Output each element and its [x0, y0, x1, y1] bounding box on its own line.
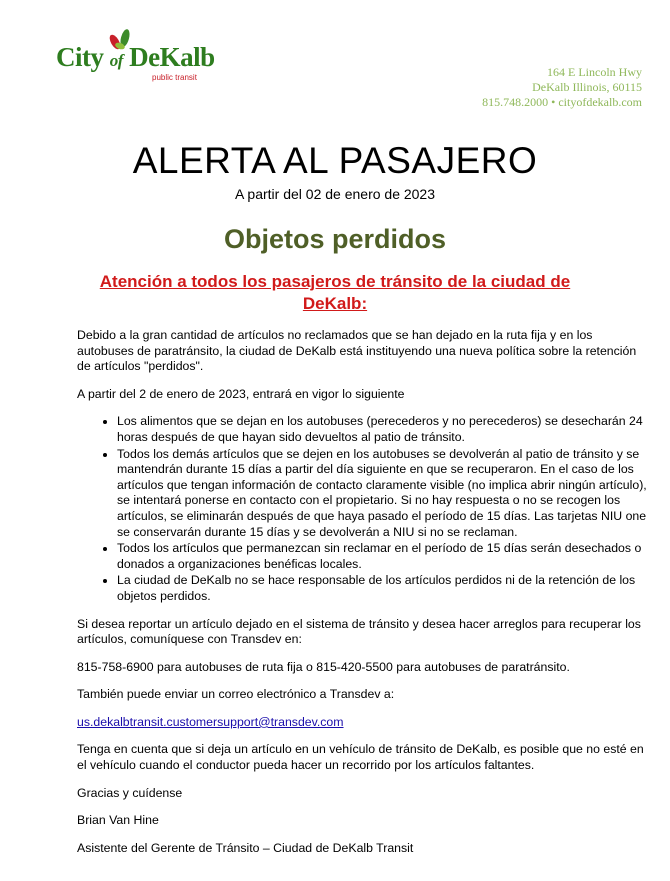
effective-date: A partir del 02 de enero de 2023 — [234, 186, 436, 202]
logo-wordmark: City of DeKalb — [56, 42, 215, 72]
signer-name: Brian Van Hine — [77, 813, 159, 828]
email-link[interactable]: us.dekalbtransit.customersupport@transdev.com — [77, 714, 344, 729]
effective-paragraph: A partir del 2 de enero de 2023, entrará en vigor lo siguiente — [77, 386, 405, 401]
address-block — [482, 65, 642, 110]
closing-line: Gracias y cuídense — [77, 785, 183, 800]
address-line: 815.748.2000 • cityofdekalb.com — [482, 95, 642, 109]
list-item: • Todos los demás artículos que se dejen en los autobuses se devolverán al patio de tránsito y se mantendrán durante 15 días a partir del día siguiente en que se recuperaron. En el caso de los artículos que tengan información de contacto claramente visible (no implica abrir ningún artículo), se intentará ponerse en contacto con el propietario. Si no hay respuesta o no se recogen los artículos, se eliminarán después de que haya pasado el período de 15 días. Las tarjetas NIU one se conservarán durante 15 días y se devolverán a NIU si no se reclaman. — [117, 447, 647, 541]
page-title: ALERTA AL PASAJERO — [132, 140, 538, 181]
page-subtitle: Objetos perdidos — [223, 224, 447, 254]
policy-list — [77, 414, 647, 604]
logo-subtitle: public transit — [152, 73, 197, 82]
address-line: DeKalb Illinois, 60115 — [532, 80, 642, 94]
email-intro-paragraph: También puede enviar un correo electrónico a Transdev a: — [77, 687, 395, 702]
list-item: • Todos los artículos que permanezcan sin reclamar en el período de 15 días serán desechados o donados a organizaciones benéficas locales. — [117, 541, 647, 572]
notice-body — [77, 328, 647, 868]
list-item: • La ciudad de DeKalb no se hace responsable de los artículos perdidos ni de la retención de los objetos perdidos. — [117, 573, 647, 604]
city-logo — [56, 28, 226, 88]
attention-heading: Atención a todos los pasajeros de tránsito de la ciudad de DeKalb: — [99, 272, 571, 313]
intro-paragraph: Debido a la gran cantidad de artículos no reclamados que se han dejado en la ruta fija y en los autobuses de paratránsito, la ciudad de DeKalb está instituyendo una nueva política sobre la retención de artículos "perdidos". — [77, 328, 637, 374]
address-line: 164 E Lincoln Hwy — [547, 65, 642, 79]
signer-title: Asistente del Gerente de Tránsito – Ciudad de DeKalb Transit — [77, 840, 414, 855]
list-item: • Los alimentos que se dejan en los autobuses (perecederos y no perecederos) se desecharán 24 horas después de que hayan sido devueltos al patio de tránsito. — [117, 414, 647, 445]
report-paragraph: Si desea reportar un artículo dejado en el sistema de tránsito y desea hacer arreglos para recuperar los artículos, comuníquese con Transdev en: — [77, 616, 641, 647]
phone-paragraph: 815-758-6900 para autobuses de ruta fija o 815-420-5500 para autobuses de paratránsito. — [77, 659, 570, 674]
note-paragraph: Tenga en cuenta que si deja un artículo en un vehículo de tránsito de DeKalb, es posible que no esté en el vehículo cuando el conductor pueda hacer un recorrido por los artículos faltantes. — [77, 742, 644, 773]
